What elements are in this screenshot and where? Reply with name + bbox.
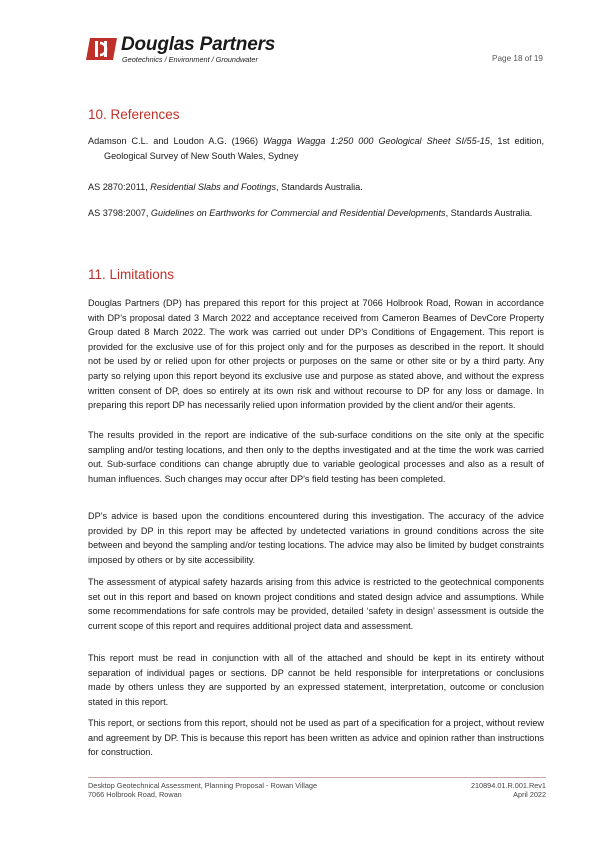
limitations-paragraph: DP’s advice is based upon the conditions encountered during this investigation. The accuracy of the advice provided by DP in this report may be affected by undetected variations in ground conditions across the site between and beyond the sampling and/or testing locations. The advice may also be limited by budget constraints imposed by others or by site accessibility. [88, 511, 544, 565]
footer-report-date: April 2022 [513, 790, 546, 800]
footer-project-info [88, 781, 317, 800]
limitations-paragraph: This report must be read in conjunction with all of the attached and should be kept in its entirety without separation of individual pages or sections. DP cannot be held responsible for interpretations or conclusions made by others unless they are supported by an expressed statement, interpretation, outcome or conclusion stated in this report. [88, 653, 544, 707]
reference-item: AS 3798:2007, Guidelines on Earthworks for Commercial and Residential Developments, Standards Australia. [88, 208, 533, 218]
reference-item: Adamson C.L. and Loudon A.G. (1966) Wagga Wagga 1:250 000 Geological Sheet SI/55-15, 1st edition, Geological Survey of New South Wales, Sydney [88, 136, 544, 161]
footer-project-title: Desktop Geotechnical Assessment, Planning Proposal - Rowan Village [88, 781, 318, 790]
dp-logo-mark-icon [86, 37, 118, 61]
footer-project-address: 7066 Holbrook Road, Rowan [88, 790, 182, 800]
footer-report-info [471, 781, 546, 800]
reference-item: AS 2870:2011, Residential Slabs and Footings, Standards Australia. [88, 182, 363, 192]
company-logo [86, 34, 286, 67]
footer-report-number: 210894.01.R.001.Rev1 [470, 781, 546, 790]
limitations-paragraph: Douglas Partners (DP) has prepared this report for this project at 7066 Holbrook Road, Rowan in accordance with DP’s proposal dated 3 March 2022 and acceptance received from Cameron Beames of DevCore Property Group dated 8 March 2022. The work was carried out under DP’s Conditions of Engagement. This report is provided for the exclusive use of for this project only and for the purposes as described in the report. It should not be used by or relied upon for other projects or purposes on the same or other site or by a third party. Any party so relying upon this report beyond its exclusive use and purpose as stated above, and without the express written consent of DP, does so entirely at its own risk and without recourse to DP for any loss or damage. In preparing this report DP has necessarily relied upon information provided by the client and/or their agents. [88, 298, 544, 411]
footer-divider [88, 777, 546, 778]
references-heading: 10. References [88, 107, 180, 122]
limitations-heading: 11. Limitations [88, 267, 175, 282]
company-name: Douglas Partners [121, 34, 276, 55]
company-tagline: Geotechnics / Environment / Groundwater [122, 55, 258, 64]
limitations-paragraph: This report, or sections from this report, should not be used as part of a specification for a project, without review and agreement by DP. This is because this report has been written as advice and opinion rather than instructions for construction. [88, 718, 544, 758]
limitations-paragraph: The results provided in the report are indicative of the sub-surface conditions on the site only at the specific sampling and/or testing locations, and then only to the depths investigated and at the time the work was carried out. Sub-surface conditions can change abruptly due to variable geological processes and also as a result of human influences. Such changes may occur after DP’s field testing has been completed. [88, 430, 544, 484]
page-number: Page 18 of 19 [492, 54, 543, 63]
limitations-paragraph: The assessment of atypical safety hazards arising from this advice is restricted to the geotechnical components set out in this report and based on known project conditions and stated design advice and assumptions. While some recommendations for safe controls may be provided, detailed ‘safety in design’ assessment is outside the current scope of this report and requires additional project data and assessment. [88, 577, 544, 631]
